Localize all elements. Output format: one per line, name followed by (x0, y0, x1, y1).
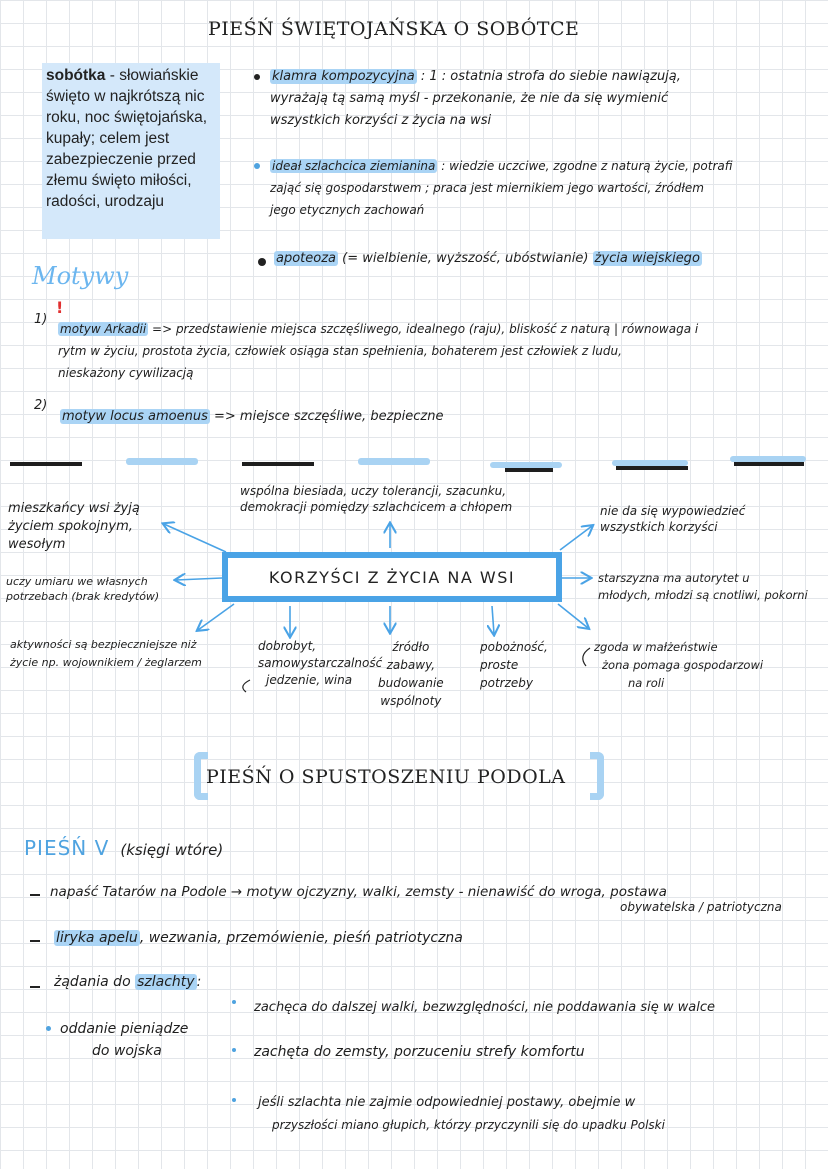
text: => przedstawienie miejsca szczęśliwego, idealnego (raju), bliskość z naturą | równowaga i (148, 322, 699, 336)
piesn-v-heading (24, 836, 223, 860)
text: zgoda w małżeństwie (594, 640, 718, 654)
text: demokracji pomiędzy szlachcicem a chłopem (240, 500, 513, 514)
bullet-dot (232, 1048, 236, 1052)
text: źródło (392, 640, 430, 654)
dash-marker (30, 986, 40, 988)
demand-left-oddanie (60, 1018, 188, 1062)
text: przyszłości miano głupich, którzy przyczynili się do upadku Polski (272, 1118, 665, 1132)
piesn-v-title: PIEŚŃ V (24, 836, 110, 860)
text: proste (480, 658, 519, 672)
motif-number: 1) (34, 312, 48, 327)
definition-term: sobótka (46, 67, 106, 84)
piesn-v-sub: (księgi wtóre) (120, 841, 224, 859)
text: : 1 : ostatnia strofa do siebie nawiązują, (416, 69, 681, 84)
mindmap-node-poboznosc (480, 638, 548, 692)
mindmap-node-zgoda (594, 638, 763, 692)
text: : (196, 974, 202, 990)
definition-text: - słowiańskie święto w najkrótszą nic roku, noc świętojańska, kupały; celem jest zabezpieczenie przed złemu święto miłości, radości, urodzaju (46, 67, 208, 210)
bullet-dot (232, 1098, 236, 1102)
text: żądania do (54, 974, 136, 990)
text: wspólnoty (380, 694, 442, 708)
demand-item (258, 1092, 818, 1136)
text: zająć się gospodarstwem ; praca jest miernikiem jego wartości, źródłem (270, 181, 704, 195)
text: jedzenie, wina (266, 673, 353, 687)
page-title: PIEŚŃ ŚWIĘTOJAŃSKA O SOBÓTCE (208, 18, 580, 40)
highlight: motyw Arkadii (60, 322, 147, 336)
motif-number: 2) (34, 398, 48, 413)
dash-item-zadania (54, 974, 201, 990)
text: oddanie pieniądze (60, 1021, 189, 1037)
exclamation-mark: ! (56, 298, 64, 317)
text: : wiedzie uczciwe, zgodne z naturą życie, potrafi (437, 159, 733, 173)
text: dobrobyt, (258, 639, 317, 653)
text: uczy umiaru we własnych (6, 575, 148, 588)
text: wyrażają tą samą myśl - przekonanie, że nie da się wymienić (270, 91, 669, 106)
text: , wezwania, przemówienie, pieśń patriotyczna (139, 930, 463, 946)
demand-item: zachęta do zemsty, porzuceniu strefy komfortu (254, 1044, 585, 1060)
text: jeśli szlachta nie zajmie odpowiedniej postawy, obejmie w (258, 1095, 636, 1110)
text: aktywności są bezpieczniejsze niż (10, 638, 197, 651)
text: żona pomaga gospodarzowi (602, 658, 764, 672)
text: młodych, młodzi są cnotliwi, pokorni (598, 588, 808, 602)
bullet-dot (46, 1026, 51, 1031)
highlight: apoteoza (276, 251, 337, 266)
text: zabawy, (386, 658, 436, 672)
text: rytm w życiu, prostota życia, człowiek osiąga stan spełnienia, bohaterem jest człowiek z ludu, (58, 344, 622, 358)
bullet-dot (232, 1000, 236, 1004)
text: obywatelska / patriotyczna (620, 900, 782, 914)
demand-item: zachęca do dalszej walki, bezwzględności, nie poddawania się w walce (254, 1000, 716, 1015)
mindmap-node-top-right (600, 503, 745, 535)
text: wszystkich korzyści z życia na wsi (270, 113, 492, 128)
mindmap-node-left-top (8, 500, 140, 554)
text: życie np. wojownikiem / żeglarzem (10, 656, 202, 669)
text: wspólna biesiada, uczy tolerancji, szacunku, (240, 484, 507, 498)
highlight: motyw locus amoenus (62, 409, 208, 424)
text: do wojska (92, 1043, 162, 1059)
mindmap-center: KORZYŚCI Z ŻYCIA NA WSI (222, 552, 562, 602)
text: wszystkich korzyści (600, 520, 718, 534)
text: potrzeby (480, 676, 533, 690)
dash-item-liryka (54, 930, 463, 946)
dash-item-napasc (50, 884, 810, 914)
mindmap-node-right-mid (598, 570, 808, 604)
text: napaść Tatarów na Podole → motyw ojczyzny, walki, zemsty - nienawiść do wroga, postawa (50, 884, 667, 900)
mindmap-node-left-bottom (10, 636, 202, 672)
mindmap-node-dobrobyt (258, 638, 382, 689)
mindmap-node-top (240, 483, 560, 515)
text: na roli (628, 676, 665, 690)
highlight: życia wiejskiego (594, 251, 700, 266)
highlight: ideał szlachcica ziemianina (272, 159, 436, 173)
section-title: PIEŚŃ O SPUSTOSZENIU PODOLA (206, 766, 566, 788)
text: wesołym (8, 537, 66, 552)
text: samowystarczalność (258, 656, 383, 670)
text: jego etycznych zachowań (270, 203, 425, 217)
dash-marker (30, 940, 40, 942)
text: nie da się wypowiedzieć (600, 504, 746, 518)
mindmap-node-zrodlo (378, 638, 444, 710)
highlight: klamra kompozycyjna (272, 69, 415, 84)
text: pobożność, (480, 640, 548, 654)
text: mieszkańcy wsi żyją (8, 501, 140, 516)
section-label-motywy: Motywy (32, 262, 129, 290)
mindmap-node-left-mid (6, 574, 159, 604)
text: starszyzna ma autorytet u (598, 571, 750, 585)
highlight: liryka apelu (56, 930, 138, 946)
text: budowanie (378, 676, 444, 690)
text: życiem spokojnym, (8, 519, 133, 534)
text: nieskażony cywilizacją (58, 366, 194, 380)
highlight: szlachty (137, 974, 195, 990)
text: (= wielbienie, wyższość, ubóstwianie) (338, 251, 593, 266)
title-bracket-right (590, 752, 604, 800)
text: => miejsce szczęśliwe, bezpieczne (209, 409, 444, 424)
dash-marker (30, 894, 40, 896)
text: potrzebach (brak kredytów) (6, 590, 160, 603)
